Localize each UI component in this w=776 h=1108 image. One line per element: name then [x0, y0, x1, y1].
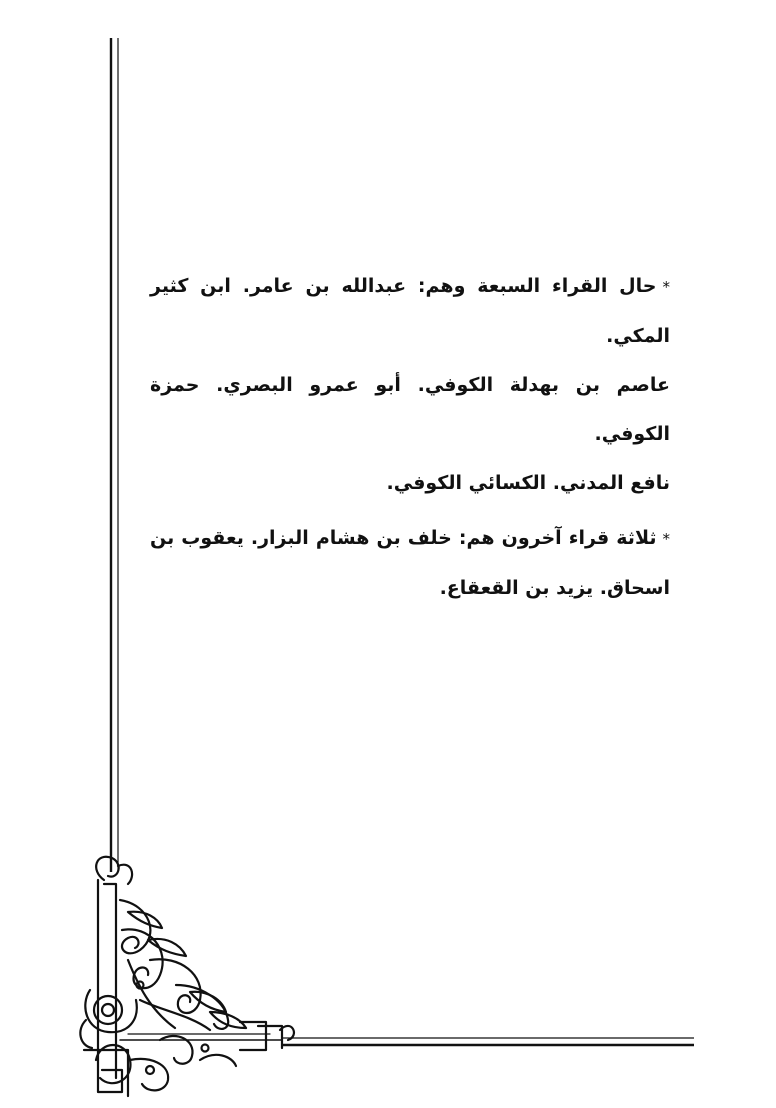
text-line: عاصم بن بهدلة الكوفي. أبو عمرو البصري. حمزة الكوفي.: [150, 374, 670, 445]
text-line: [150, 262, 670, 361]
text-line-content: حال القراء السبعة وهم: عبدالله بن عامر. ابن كثير المكي.: [150, 275, 670, 347]
paragraph-three-other-readers: [150, 514, 670, 613]
text-line-content: ثلاثة قراء آخرون هم: خلف بن هشام البزار. يعقوب بن: [150, 527, 657, 549]
text-line: [150, 514, 670, 564]
paragraph-seven-readers: [150, 262, 670, 508]
text-line: اسحاق. يزيد بن القعقاع.: [439, 577, 670, 599]
corner-ornament: [80, 857, 294, 1096]
asterisk-bullet: *: [662, 278, 670, 296]
asterisk-bullet: *: [662, 530, 670, 548]
page-text: [150, 262, 670, 613]
text-line: نافع المدني. الكسائي الكوفي.: [386, 472, 670, 494]
